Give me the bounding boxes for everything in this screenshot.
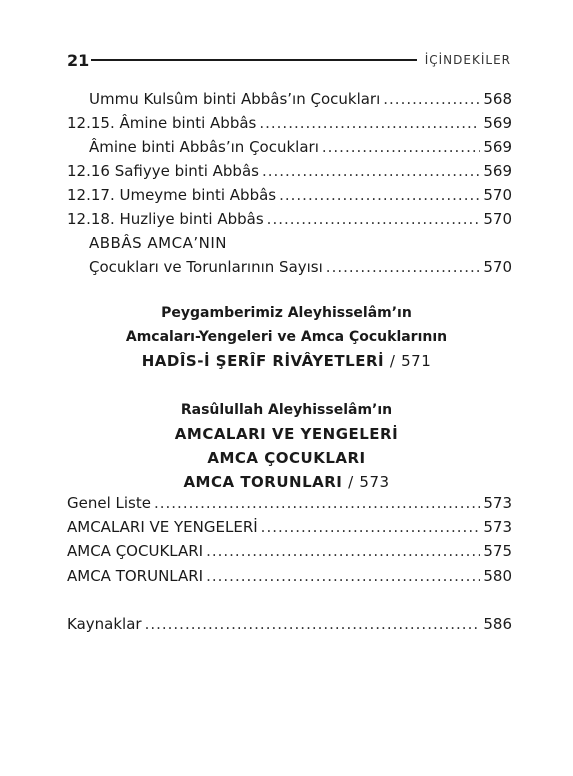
section-page: 573 [359,473,390,491]
toc-entry-label: AMCALARI VE YENGELERİ [67,518,258,536]
toc-entry-page: 573 [483,494,512,512]
toc-entry-label: 12.16 Safiyye binti Abbâs [67,162,259,180]
toc-entry-label: 12.18. Huzliye binti Abbâs [67,210,264,228]
toc-entry[interactable] [89,88,512,110]
toc-leader [262,160,480,182]
toc-entry[interactable] [67,613,512,635]
toc-leader [322,136,480,158]
section-heading-line: Rasûlullah Aleyhisselâm’ın [180,402,393,418]
toc-entry[interactable] [89,256,512,278]
toc-entry[interactable] [67,540,512,562]
toc-entry[interactable] [67,565,512,587]
toc-leader [145,613,481,635]
toc-leader [326,256,481,278]
toc-entry[interactable] [89,136,512,158]
toc-leader [206,540,480,562]
toc-entry-page: 569 [483,114,512,132]
section-heading-line: Peygamberimiz Aleyhisselâm’ın [161,305,412,321]
section-heading-title-text: HADÎS-İ ŞERÎF RİVÂYETLERİ [141,352,385,370]
section-page: 571 [401,352,432,370]
section-heading-line: AMCALARI VE YENGELERİ [174,425,399,443]
section-separator: / [348,473,354,491]
toc-entry-label: 12.15. Âmine binti Abbâs [67,114,257,132]
section-title: İÇİNDEKİLER [424,53,511,67]
toc-entry-label: Kaynaklar [67,615,142,633]
section-separator: / [389,352,396,370]
toc-entry-label: Çocukları ve Torunlarının Sayısı [89,258,323,276]
section-heading-title[interactable] [0,470,573,494]
toc-entry-page: 569 [483,138,512,156]
toc-entry-label: Âmine binti Abbâs’ın Çocukları [89,138,319,156]
toc-leader [383,88,480,110]
toc-leader [154,492,480,514]
toc-entry-page: 570 [483,258,512,276]
toc-entry[interactable] [67,184,512,206]
toc-entry[interactable] [67,516,512,538]
toc-leader [259,112,480,134]
section-heading-line: AMCA ÇOCUKLARI [207,449,366,467]
toc-entry-page: 570 [483,210,512,228]
toc-entry-label: AMCA TORUNLARI [67,567,204,585]
toc-entry-page: 570 [483,186,512,204]
toc-entry-page: 568 [483,90,512,108]
toc-entry[interactable] [67,492,512,514]
toc-entry-label: Genel Liste [67,494,151,512]
toc-entry-page: 586 [483,615,512,633]
toc-entry-label: Ummu Kulsûm binti Abbâs’ın Çocukları [89,90,381,108]
toc-leader [206,565,480,587]
toc-entry[interactable] [67,160,512,182]
section-heading-hadis [0,301,573,373]
toc-entry[interactable] [67,112,512,134]
toc-entry-heading: ABBÂS AMCA’NIN [89,234,227,252]
toc-leader [267,208,481,230]
toc-leader [279,184,480,206]
toc-leader [261,516,481,538]
header-rule [91,59,416,61]
toc-entry-page: 580 [483,567,512,585]
page-header [67,49,511,71]
section-heading-title[interactable] [0,349,573,373]
toc-entry-page: 575 [483,542,512,560]
section-heading-amcalar [0,398,573,494]
toc-entry[interactable] [67,208,512,230]
page-number: 21 [67,50,90,70]
section-heading-title-text: AMCA TORUNLARI [183,473,343,491]
toc-entry-page: 573 [483,518,512,536]
toc-entry-label: AMCA ÇOCUKLARI [67,542,204,560]
toc-entry-page: 569 [483,162,512,180]
section-heading-line: Amcaları-Yengeleri ve Amca Çocuklarının [125,329,448,345]
toc-entry-label: 12.17. Umeyme binti Abbâs [67,186,277,204]
